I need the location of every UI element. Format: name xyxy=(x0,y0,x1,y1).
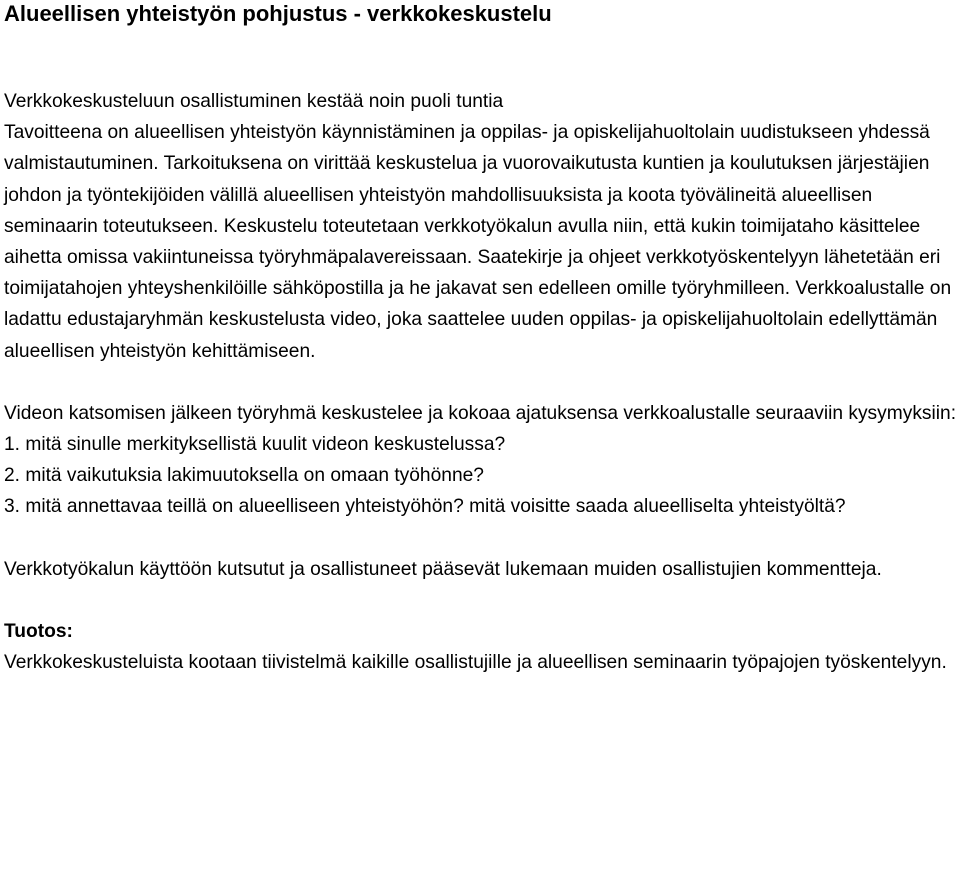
intro-section xyxy=(4,86,960,367)
output-heading: Tuotos: xyxy=(4,620,73,642)
followup-section xyxy=(4,554,960,585)
page-title: Alueellisen yhteistyön pohjustus - verkkokeskustelu xyxy=(4,1,552,26)
questions-section xyxy=(4,398,960,523)
question-item-1: 1. mitä sinulle merkityksellistä kuulit videon keskustelussa? xyxy=(4,434,506,456)
intro-paragraph: Tavoitteena on alueellisen yhteistyön käynnistäminen ja oppilas- ja opiskelijahuoltolain uudistukseen yhdessä valmistautuminen. Tarkoituksena on virittää keskustelua ja vuorovaikutusta kuntien ja koulutuksen järjestäjien johdon ja työntekijöiden välillä alueellisen yhteistyön mahdollisuuksista ja koota työvälineitä alueellisen seminaarin toteutukseen. Keskustelu toteutetaan verkkotyökalun avulla niin, että kukin toimijataho käsittelee aihetta omissa vakiintuneissa työryhmäpalavereissaan. Saatekirje ja ohjeet verkkotyöskentelyyn lähetetään eri toimijatahojen yhteyshenkilöille sähköpostilla ja he jakavat sen edelleen omille työryhmilleen. Verkkoalustalle on ladattu edustajaryhmän keskustelusta video, joka saattelee uuden oppilas- ja opiskelijahuoltolain edellyttämän alueellisen yhteistyön kehittämiseen. xyxy=(4,122,952,362)
followup-text: Verkkotyökalun käyttöön kutsutut ja osallistuneet pääsevät lukemaan muiden osallistujien kommentteja. xyxy=(4,558,882,580)
questions-lead: Videon katsomisen jälkeen työryhmä keskustelee ja kokoaa ajatuksensa verkkoalustalle seuraaviin kysymyksiin: xyxy=(4,402,957,424)
output-section xyxy=(4,647,960,678)
output-text: Verkkokeskusteluista kootaan tiivistelmä kaikille osallistujille ja alueellisen seminaarin työpajojen työskentelyyn. xyxy=(4,652,947,674)
duration-text: Verkkokeskusteluun osallistuminen kestää noin puoli tuntia xyxy=(4,91,504,112)
question-item-2: 2. mitä vaikutuksia lakimuutoksella on omaan työhönne? xyxy=(4,465,484,487)
question-item-3: 3. mitä annettavaa teillä on alueelliseen yhteistyöhön? mitä voisitte saada alueelliselta yhteistyöltä? xyxy=(4,496,846,518)
